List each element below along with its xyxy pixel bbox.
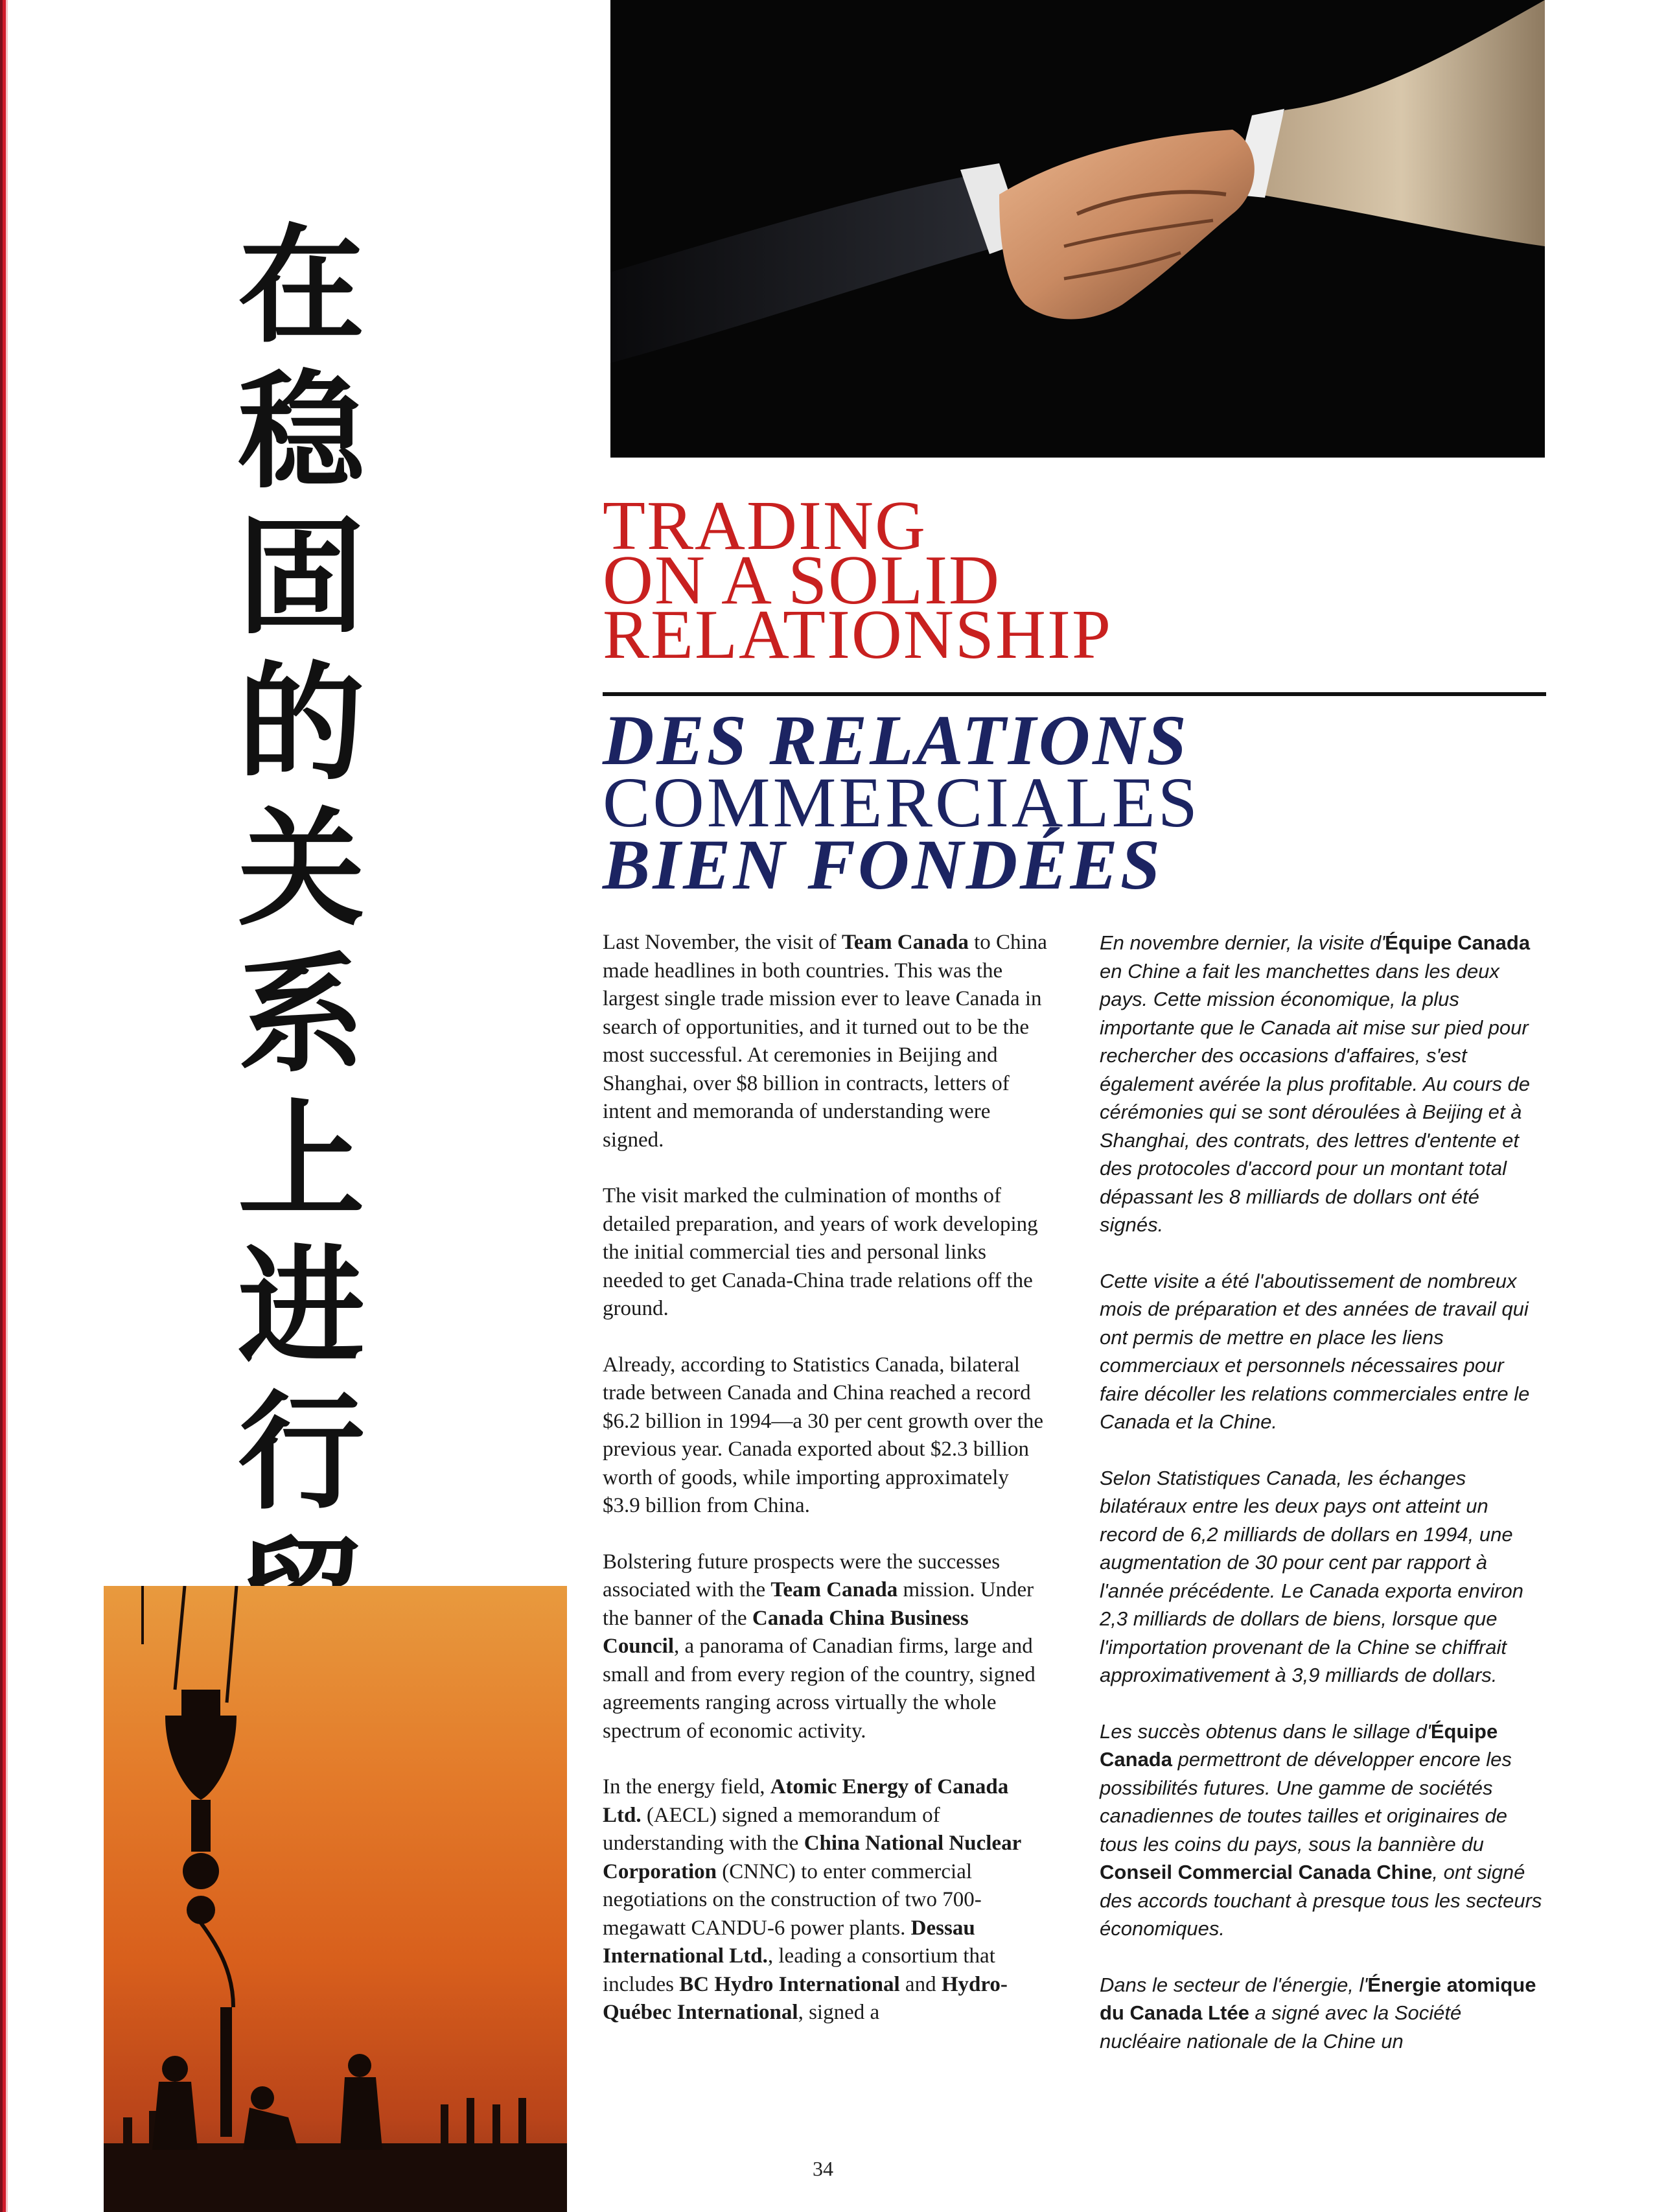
paragraph: Cette visite a été l'aboutissement de nombreux mois de préparation et des années de travail qui ont permis de mettre en place les liens commerciaux et personnels nécessaires pour faire décoller les relations commerciales entre le Canada et la Chine. [1100,1269,1530,1433]
paragraph: The visit marked the culmination of months of detailed preparation, and years of work developing the initial commercial ties and personal links needed to get Canada-China trade relations off the ground. [603,1184,1038,1320]
handshake-illustration [610,0,1545,458]
chinese-char: 行 [237,1379,365,1527]
chinese-char: 上 [237,1088,365,1235]
chinese-vertical-title [194,214,408,1818]
crane-illustration [104,1586,567,2212]
headline-line: RELATIONSHIP [603,596,1113,673]
paragraph: Last November, the visit of Team Canada to China made headlines in both countries. This was the largest single trade mission ever to leave Canada in search of opportunities, and it turned out to be the most successful. At ceremonies in Beijing and Shanghai, over $8 billion in contracts, letters of intent and memoranda of understanding were signed. [603,931,1047,1152]
english-headline [603,487,1549,673]
page-number: 34 [813,2157,833,2180]
chinese-char: 在 [237,213,365,360]
chinese-char: 系 [237,942,365,1089]
french-column [1100,929,1547,2083]
paragraph: Selon Statistiques Canada, les échanges bilatéraux entre les deux pays ont atteint un record de 6,2 milliards de dollars en 1994, une augmentation de 30 pour cent par rapport à l'année précédente. Le Canada exporta environ 2,3 milliards de dollars de biens, lorsque que l'importation provenant de la Chine se chiffrait approximativement à 3,9 milliards de dollars. [1100,1466,1523,1686]
chinese-char: 的 [237,650,365,798]
headline-line: COMMERCIALES [603,763,1200,842]
english-column [603,929,1050,2055]
chinese-char: 关 [237,796,365,944]
headline-line: ON A SOLID [603,542,1001,619]
construction-silhouette-photo [104,1586,567,2212]
headline-divider [603,692,1546,696]
french-headline [603,701,1549,904]
headline-line: TRADING [603,487,927,565]
chinese-char: 固 [237,504,365,652]
paragraph: Dans le secteur de l'énergie, l'Énergie atomique du Canada Ltée a signé avec la Société nucléaire nationale de la Chine un [1100,1973,1536,2053]
paragraph: Bolstering future prospects were the successes associated with the Team Canada mission. Under the banner of the Canada China Business Council, a panorama of Canadian firms, large and small and from every region of the country, signed agreements ranging across virtually the whole spectrum of economic activity. [603,1550,1036,1743]
paragraph: En novembre dernier, la visite d'Équipe Canada en Chine a fait les manchettes dans les deux pays. Cette mission économique, la plus importante que le Canada ait mise sur pied pour rechercher des occasions d'affaires, s'est également avérée la plus profitable. Au cours de cérémonies qui se sont déroulées à Beijing et à Shanghai, des contrats, des lettres d'entente et des protocoles d'accord pour un montant total dépassant les 8 milliards de dollars ont été signés. [1100,931,1531,1236]
page-edge-strip [0,0,10,2212]
headline-line: BIEN FONDÉES [603,825,1163,904]
paragraph: Already, according to Statistics Canada, bilateral trade between Canada and China reached a record $6.2 billion in 1994—a 30 per cent growth over the previous year. Canada exported about $2.3 billion worth of goods, while importing approximately $3.9 billion from China. [603,1353,1044,1517]
chinese-char: 稳 [237,358,365,506]
headline-line: DES RELATIONS [603,701,1189,780]
paragraph: In the energy field, Atomic Energy of Canada Ltd. (AECL) signed a memorandum of understanding with the China National Nuclear Corporation (CNNC) to enter commercial negotiations on the construction of two 700-megawatt CANDU-6 power plants. Dessau International Ltd., leading a consortium that includes BC Hydro International and Hydro-Québec International, signed a [603,1775,1021,2024]
handshake-photo [610,0,1545,458]
chinese-char: 进 [237,1233,365,1381]
paragraph: Les succès obtenus dans le sillage d'Équipe Canada permettront de développer encore les possibilités futures. Une gamme de sociétés canadiennes de toutes tailles et originaires de tous les coins du pays, sous la bannière du Conseil Commercial Canada Chine, ont signé des accords touchant à presque tous les secteurs économiques. [1100,1719,1542,1940]
